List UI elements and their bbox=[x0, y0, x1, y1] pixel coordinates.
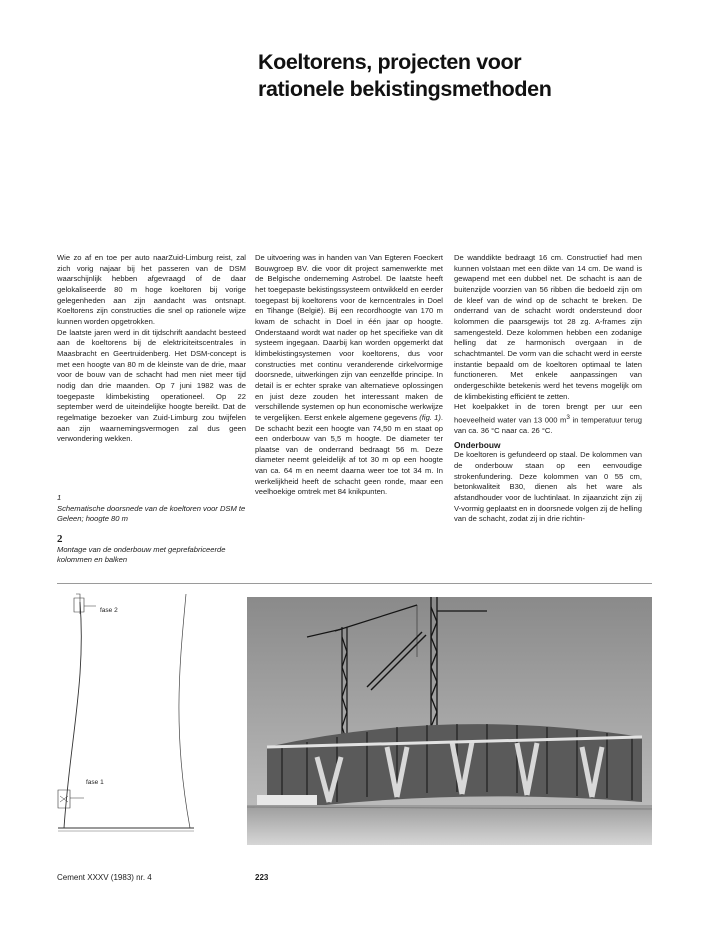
text-column-1 bbox=[57, 253, 246, 445]
superscript: 3 bbox=[566, 413, 570, 421]
figure-2-number: 2 bbox=[57, 533, 63, 545]
article-title-line-2: rationele bekistingsmethoden bbox=[258, 77, 552, 101]
paragraph bbox=[255, 253, 443, 498]
figure-1-caption-text: Schematische doorsnede van de koeltoren voor DSM te Geleen; hoogte 80 m bbox=[57, 503, 246, 524]
figure-reference: (fig. 1) bbox=[419, 412, 441, 422]
figure-2-caption-text: Montage van de onderbouw met geprefabriceerde kolommen en balken bbox=[57, 544, 226, 565]
article-title bbox=[258, 49, 698, 103]
figure-1-caption bbox=[57, 493, 257, 525]
paragraph: Wie zo af en toe per auto naarZuid-Limburg reist, zal zich vorig najaar bij het passeren van de DSM waarschijnlijk hebben afgevraagd of de daar gelokaliseerde 80 m hoge koeltoren bij vorige gelegenheden aan zijn aandacht was ontsnapt. Koeltorens zijn constructies die snel op rationele wijze kunnen worden opgetrokken. bbox=[57, 253, 246, 326]
paragraph-text: Het koelpakket in de toren brengt per uur een hoeveelheid water van 13 000 m bbox=[454, 402, 642, 425]
journal-citation: Cement XXXV (1983) nr. 4 bbox=[57, 873, 152, 882]
phase-2-label: fase 2 bbox=[100, 607, 118, 614]
figure-1-number: 1 bbox=[57, 493, 62, 502]
phase-1-label: fase 1 bbox=[86, 779, 104, 786]
cooling-tower-section-drawing bbox=[54, 590, 244, 845]
paragraph: De koeltoren is gefundeerd op staal. De kolommen van de onderbouw staan op een eenvoudige strokenfundering. Deze kolommen van 0 55 cm, betonkwaliteit B30, dienen als het ware als afstandhouder voor de luchtinlaat. In zijaanzicht zijn zij V-vormig geplaatst en in doorsnede volgen zij de helling van de schacht, zodat zij in drie richtin- bbox=[454, 450, 642, 524]
section-subheading: Onderbouw bbox=[454, 439, 501, 450]
paragraph: De wanddikte bedraagt 16 cm. Constructief had men kunnen volstaan met een dikte van 14 cm. De wand is gewapend met een dubbel net. De schacht is aan de buitenzijde voorzien van 56 ribben die bedoeld zijn om de kleef van de wind op de schacht te breken. De onderrand van de schacht wordt ondersteund door kolommen die paarsgewijs tot 28 zg. A-frames zijn samengesteld. Deze kolommen hebben een zodanige helling dat ze harmonisch overgaan in de schachtmantel. De vorm van die schacht werd in eerste instantie bepaald om de koeltoren optimaal te laten functioneren. Met enkele aanpassingen van ondergeschikte betekenis werd het tevens mogelijk om de klimbekisting efficiënt te zetten. bbox=[454, 253, 642, 401]
paragraph-text: De uitvoering was in handen van Van Egteren Foeckert Bouwgroep BV. die voor dit project samenwerkte met de Belgische onderneming Astrobel. De laatste heeft het toegepaste bekistingssysteem ontwikkeld en eerder toegepast bij koeltorens voor de kerncentrales in Doel en Tihange (België). Bij een recordhoogte van 170 m kwam de schacht in Doel in één jaar op hoogte. Onderstaand wordt wat nader op het specifieke van dit systeem ingegaan. Daarbij kan worden opgemerkt dat klimbekistingsystemen voor koeltorens, dus voor constructies met continu veranderende cirkelvormige doorsnede, uitwerkingen zijn van eenzelfde principe. In detail is er echter sprake van alternatieve oplossingen en juist deze zouden het interessant maken de verschillende systemen op hun economische werkwijze te vergelijken. Eerst enkele algemene gegevens bbox=[255, 253, 443, 422]
page-number: 223 bbox=[255, 873, 269, 882]
construction-photo bbox=[247, 597, 652, 845]
paragraph: De laatste jaren werd in dit tijdschrift aandacht besteed aan de koeltorens bij de elektriciteitscentrales in Maasbracht en Geertruidenberg. Het DSM-concept is met een hoogte van 80 m de kleinste van de drie, maar voor de bouw van de schacht had men niet meer tijd nodig dan drie maanden. Op 7 juni 1982 was de toegepaste klimbekisting operationeel. Op 22 september werd de uiteindelijke hoogte bereikt. Dat de regelmatige bezoeker van Zuid-Limburg zou twijfelen aan zijn waarnemingsvermogen zal dus geen verwondering wekken. bbox=[57, 327, 246, 444]
article-title-line-1: Koeltorens, projecten voor bbox=[258, 50, 522, 74]
paragraph-text: . De schacht bezit een hoogte van 74,50 m en staat op een onderbouw van 5,5 m hoogte. De diameter ter plaatse van de onderrand bedraagt 56 m. Deze diameter neemt geleidelijk af tot 30 m op een hoogte van ca. 64 m en neemt daarna weer toe tot 34 m. In werkelijkheid heeft de schacht geen ronde, maar een veelhoekige omtrek met 84 knikpunten. bbox=[255, 412, 443, 497]
text-column-3 bbox=[454, 253, 642, 525]
paragraph bbox=[454, 402, 642, 437]
figure-2-caption bbox=[57, 534, 257, 566]
section-divider bbox=[57, 583, 652, 584]
paragraph-text: in temperatuur terug van ca. 36 °C naar ca. 26 °C. bbox=[454, 415, 642, 436]
text-column-2 bbox=[255, 253, 443, 498]
